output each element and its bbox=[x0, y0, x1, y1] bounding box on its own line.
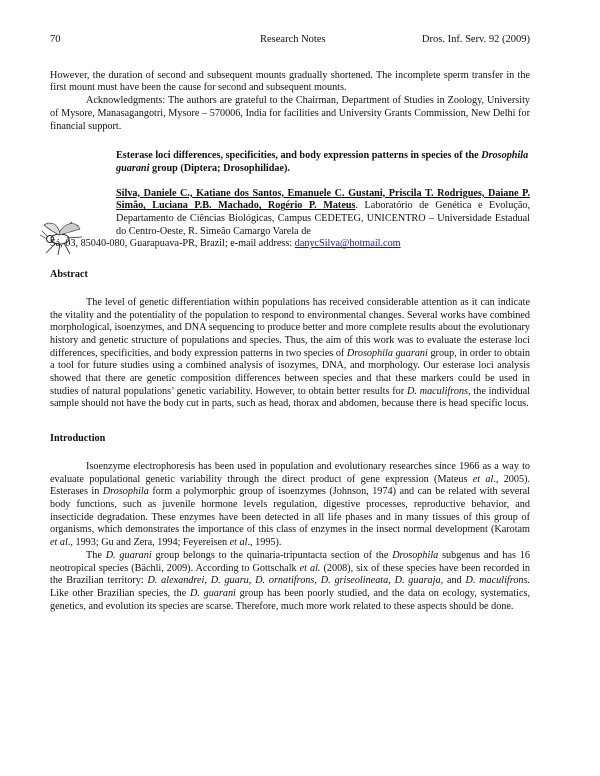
abstract-body: The level of genetic differentiation within populations has received considerable attention as it can indicate the vitality and the potentiality of the population to respond to environmental changes. Several works have combined morphological, isoenzymes, and DNA sequencing to produce better and more complete results about the evolutionary history and genetic structure of populations and species. Thus, the aim of this work was to evaluate the esterase loci differences, specificities, and body expression patterns in two species of Drosophila guarani group, in order to obtain a tool for future studies using a combined analysis of isozymes, DNA, and morphology. Our esterase loci analysis showed that there are genetic composition differences between species and that these markers could be used in studies of natural populations’ genetic variability. However, to obtain better results for D. maculifrons, the individual sample should not have the body cut in parts, such as head, thorax and abdomen, because there is head specific locus. bbox=[50, 296, 531, 410]
email-link[interactable]: danycSilva@hotmail.com bbox=[294, 238, 401, 250]
introduction-paragraph-2: The D. guarani group belongs to the quinaria-tripuntacta section of the Drosophila subgenus and has 16 neotropical species (Bächli, 2009). According to Gottschalk et al. (2008), six of these species have been recorded in the Brazilian territory: D. alexandrei, D. guaru, D. ornatifrons, D. griseolineata, D. guaraja, and D. maculifrons. Like other Brazilian species, the D. guarani group has been poorly studied, and the data on ecology, systematics, genetics, and evolution its species are scarse. Therefore, much more work related to these aspects should be done. bbox=[50, 549, 531, 612]
introduction-paragraph-1: Isoenzyme electrophoresis has been used in population and evolutionary researches since 1966 as a way to evaluate populational genetic variability through the direct product of gene expression (Mateus et al., 2005). Esterases in Drosophila form a polymorphic group of isoenzymes (Johnson, 1974) and can be related with several body functions, such as juvenile hormone levels regulation, digestive processes, reproductive behavior, and insecticide degradation. These enzymes have been detected in all life phases and in many tissues of this group of organisms, which demonstrates the importance of this class of enzymes in the insect normal development (Karotam et al., 1993; Gu and Zera, 1994; Feyereisen et al., 1995). bbox=[50, 460, 531, 549]
drosophila-fly-icon bbox=[36, 219, 84, 257]
author-names: Silva, Daniele C., Katiane dos Santos, Emanuele C. Gustani, Priscila T. Rodrigues, Daiane P. Simão, Luciana P.B. Machado, Rogério P. Mateus bbox=[116, 187, 530, 212]
journal-citation: Dros. Inf. Serv. 92 (2009) bbox=[421, 34, 530, 45]
affiliation: . Laboratório de Genética e Evolução, Departamento de Ciências Biológicas, Campus CEDETEG, UNICENTRO – Universidade Estadual do Centro-Oeste, R. Simeão Camargo Varela de bbox=[116, 200, 530, 237]
previous-article-tail: However, the duration of second and subsequent mounts gradually shortened. The incomplete sperm transfer in the first mount must have been the cause for second and subsequent mounts. bbox=[50, 69, 530, 94]
page bbox=[50, 34, 530, 613]
introduction-heading: Introduction bbox=[50, 433, 106, 445]
affiliation-address: Sá, 03, 85040-080, Guarapuava-PR, Brazil; e-mail address: danycSilva@hotmail.com bbox=[50, 238, 401, 250]
article-title: Esterase loci differences, specificities, and body expression patterns in species of the Drosophila guarani group (Diptera; Drosophilidae). bbox=[116, 150, 529, 174]
acknowledgments: Acknowledgments: The authors are grateful to the Chairman, Department of Studies in Zoology, University of Mysore, Manasagangotri, Mysore – 570006, India for facilities and University Grants Commission, New Delhi for financial support. bbox=[50, 95, 530, 132]
abstract-heading: Abstract bbox=[50, 269, 88, 281]
page-number: 70 bbox=[50, 34, 61, 45]
section-title: Research Notes bbox=[260, 34, 326, 45]
author-block bbox=[116, 188, 530, 239]
running-header bbox=[50, 34, 530, 47]
